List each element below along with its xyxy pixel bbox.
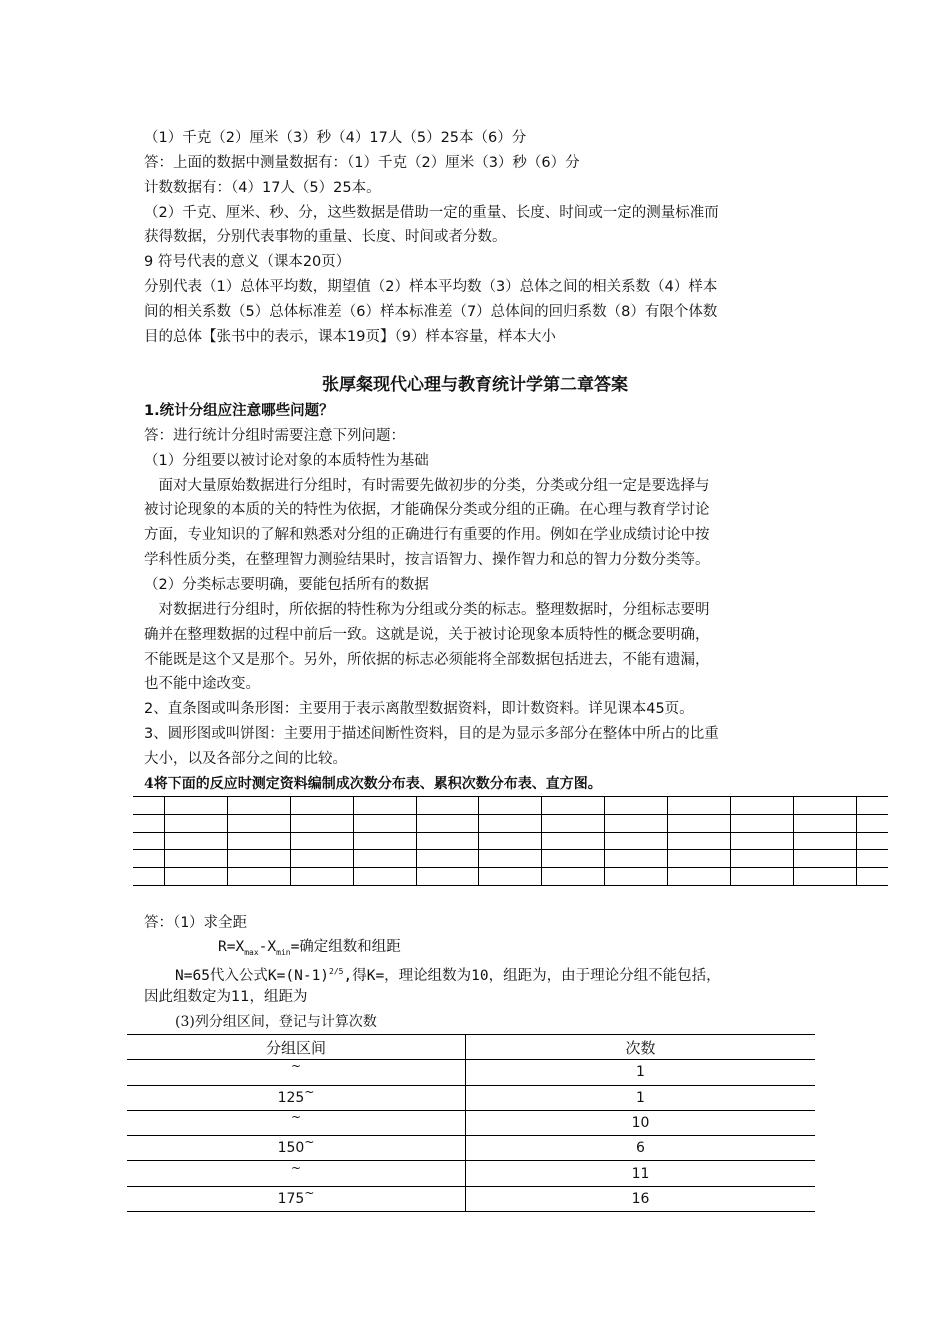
grid-cell (794, 814, 857, 832)
text-line: 学科性质分类，在整理智力测验结果时，按言语智力、操作智力和总的智力分数分类等。 (144, 552, 710, 568)
formula-sub-min: min (276, 947, 291, 957)
grid-cell (794, 832, 857, 850)
text-line: 方面，专业知识的了解和熟悉对分组的正确进行有重要的作用。例如在学业成绩讨论中按 (144, 527, 710, 543)
grid-row (133, 850, 888, 868)
text-line: 2、直条图或叫条形图：主要用于表示离散型数据资料，即计数资料。详见课本45页。 (144, 701, 694, 717)
grid-cell (227, 797, 290, 815)
grid-cell (353, 814, 416, 832)
grid-cell (133, 868, 164, 886)
grid-cell (605, 850, 668, 868)
header-count: 次数 (466, 1035, 816, 1060)
grid-cell (856, 832, 888, 850)
grid-cell (856, 850, 888, 868)
count-cell: 1 (466, 1085, 816, 1110)
grid-cell (668, 797, 731, 815)
tilde-mark: ~ (290, 1059, 302, 1074)
text-line: 答：上面的数据中测量数据有：（1）千克（2）厘米（3）秒（6）分 (144, 155, 580, 171)
grid-cell (794, 868, 857, 886)
chapter-title: 张厚粲现代心理与教育统计学第二章答案 (322, 375, 628, 395)
table-row (127, 1060, 815, 1085)
grid-cell (668, 868, 731, 886)
grid-cell (856, 814, 888, 832)
grid-row (133, 814, 888, 832)
grid-row (133, 832, 888, 850)
grid-cell (668, 814, 731, 832)
grid-cell (290, 814, 353, 832)
grid-cell (479, 814, 542, 832)
grid-cell (479, 832, 542, 850)
table-row (127, 1136, 815, 1161)
grid-cell (794, 850, 857, 868)
text-line: （1）千克（2）厘米（3）秒（4）17人（5）25本（6）分 (144, 130, 527, 146)
grid-cell (856, 797, 888, 815)
count-cell: 11 (466, 1161, 816, 1186)
grid-cell (479, 868, 542, 886)
grid-cell (133, 850, 164, 868)
grid-cell (542, 850, 605, 868)
tilde-mark: ~ (304, 1084, 315, 1099)
text-line: 因此组数定为11，组距为 (144, 989, 308, 1005)
step-3-heading: (3)列分组区间，登记与计算次数 (175, 1014, 377, 1030)
answer-step-1: 答：（1）求全距 (144, 915, 247, 931)
grid-cell (416, 797, 479, 815)
text-line: 9 符号代表的意义（课本20页） (144, 254, 351, 270)
text-line: 确并在整理数据的过程中前后一致。这就是说，关于被讨论现象本质特性的概念要明确， (144, 627, 710, 643)
text-line: 3、圆形图或叫饼图：主要用于描述间断性资料，目的是为显示多部分在整体中所占的比重 (144, 726, 719, 742)
text-line: 面对大量原始数据进行分组时，有时需要先做初步的分类，分类或分组一定是要选择与 (144, 478, 710, 494)
grid-cell (353, 850, 416, 868)
grid-cell (416, 814, 479, 832)
count-cell: 16 (466, 1186, 816, 1211)
grid-cell (542, 797, 605, 815)
frequency-table (127, 1034, 815, 1212)
grid-cell (605, 832, 668, 850)
grid-cell (542, 814, 605, 832)
grid-cell (227, 814, 290, 832)
grid-cell (227, 850, 290, 868)
grid-cell (416, 832, 479, 850)
grid-cell (605, 868, 668, 886)
tilde-mark: ~ (290, 1110, 302, 1125)
table-row (127, 1110, 815, 1135)
grid-cell (290, 797, 353, 815)
grid-cell (290, 850, 353, 868)
grid-cell (479, 850, 542, 868)
formula-sub-max: max (244, 947, 259, 957)
grid-cell (794, 797, 857, 815)
k-formula-prefix: N=65代入公式K=(N-1) (175, 967, 330, 984)
text-line: （2）千克、厘米、秒、分，这些数据是借助一定的重量、长度、时间或一定的测量标准而 (144, 205, 719, 221)
grid-cell (164, 868, 227, 886)
grid-cell (353, 868, 416, 886)
tilde-mark: ~ (290, 1160, 302, 1175)
grid-cell (164, 832, 227, 850)
text-line: （1）分组要以被讨论对象的本质特性为基础 (144, 453, 429, 469)
text-line: 获得数据，分别代表事物的重量、长度、时间或者分数。 (144, 229, 507, 245)
formula-minus: -X (258, 939, 277, 955)
grid-cell (353, 797, 416, 815)
grid-cell (133, 832, 164, 850)
grid-cell (164, 850, 227, 868)
grid-row (133, 797, 888, 815)
text-line: 对数据进行分组时，所依据的特性称为分组或分类的标志。整理数据时，分组标志要明 (144, 602, 710, 618)
empty-data-grid (133, 796, 888, 886)
count-cell: 1 (466, 1060, 816, 1085)
table-row (127, 1161, 815, 1186)
grid-cell (605, 797, 668, 815)
k-formula-line (175, 962, 721, 986)
grid-cell (416, 868, 479, 886)
interval-cell (127, 1110, 466, 1135)
text-line: （2）分类标志要明确，要能包括所有的数据 (144, 577, 429, 593)
grid-cell (133, 814, 164, 832)
grid-cell (668, 850, 731, 868)
grid-cell (856, 868, 888, 886)
grid-cell (668, 832, 731, 850)
grid-cell (731, 832, 794, 850)
interval-cell: 175~ (127, 1186, 466, 1211)
text-line: 答：进行统计分组时需要注意下列问题： (144, 428, 405, 444)
grid-cell (731, 814, 794, 832)
table-row (127, 1085, 815, 1110)
range-formula (218, 937, 401, 963)
tilde-mark: ~ (304, 1185, 315, 1200)
interval-cell (127, 1060, 466, 1085)
text-line: 被讨论现象的本质的关的特性为依据，才能确保分类或分组的正确。在心理与教育学讨论 (144, 502, 710, 518)
question-4-heading: 4将下面的反应时测定资料编制成次数分布表、累积次数分布表、直方图。 (144, 776, 602, 792)
text-line: 计数数据有：（4）17人（5）25本。 (144, 180, 381, 196)
tilde-mark: ~ (304, 1135, 315, 1150)
text-line: 间的相关系数（5）总体标准差（6）样本标准差（7）总体间的回归系数（8）有限个体数 (144, 304, 718, 320)
grid-row (133, 868, 888, 886)
grid-cell (731, 797, 794, 815)
formula-r: R=X (218, 939, 245, 955)
text-line: 目的总体【张书中的表示，课本19页】（9）样本容量，样本大小 (144, 329, 556, 345)
grid-cell (290, 868, 353, 886)
grid-cell (542, 832, 605, 850)
grid-cell (416, 850, 479, 868)
grid-cell (290, 832, 353, 850)
interval-cell: 150~ (127, 1136, 466, 1161)
grid-cell (731, 850, 794, 868)
text-line: 大小，以及各部分之间的比较。 (144, 751, 347, 767)
grid-cell (227, 832, 290, 850)
count-cell: 6 (466, 1136, 816, 1161)
interval-cell: 125~ (127, 1085, 466, 1110)
count-cell: 10 (466, 1110, 816, 1135)
grid-cell (353, 832, 416, 850)
grid-cell (731, 868, 794, 886)
grid-cell (227, 868, 290, 886)
k-formula-exponent: 2/5 (329, 967, 344, 976)
text-line: 不能既是这个又是那个。另外，所依据的标志必须能将全部数据包括进去，不能有遗漏， (144, 652, 710, 668)
k-formula-suffix: ,得K=，理论组数为10，组距为，由于理论分组不能包括， (343, 967, 721, 984)
header-interval: 分组区间 (127, 1035, 466, 1060)
table-row (127, 1186, 815, 1211)
grid-cell (133, 797, 164, 815)
grid-cell (605, 814, 668, 832)
interval-cell (127, 1161, 466, 1186)
text-line: 分别代表（1）总体平均数，期望值（2）样本平均数（3）总体之间的相关系数（4）样本 (144, 279, 718, 295)
formula-rest: =确定组数和组距 (290, 939, 401, 955)
grid-cell (542, 868, 605, 886)
grid-cell (164, 814, 227, 832)
question-heading: 1.统计分组应注意哪些问题？ (144, 403, 334, 419)
grid-cell (164, 797, 227, 815)
grid-cell (479, 797, 542, 815)
text-line: 也不能中途改变。 (144, 676, 260, 692)
